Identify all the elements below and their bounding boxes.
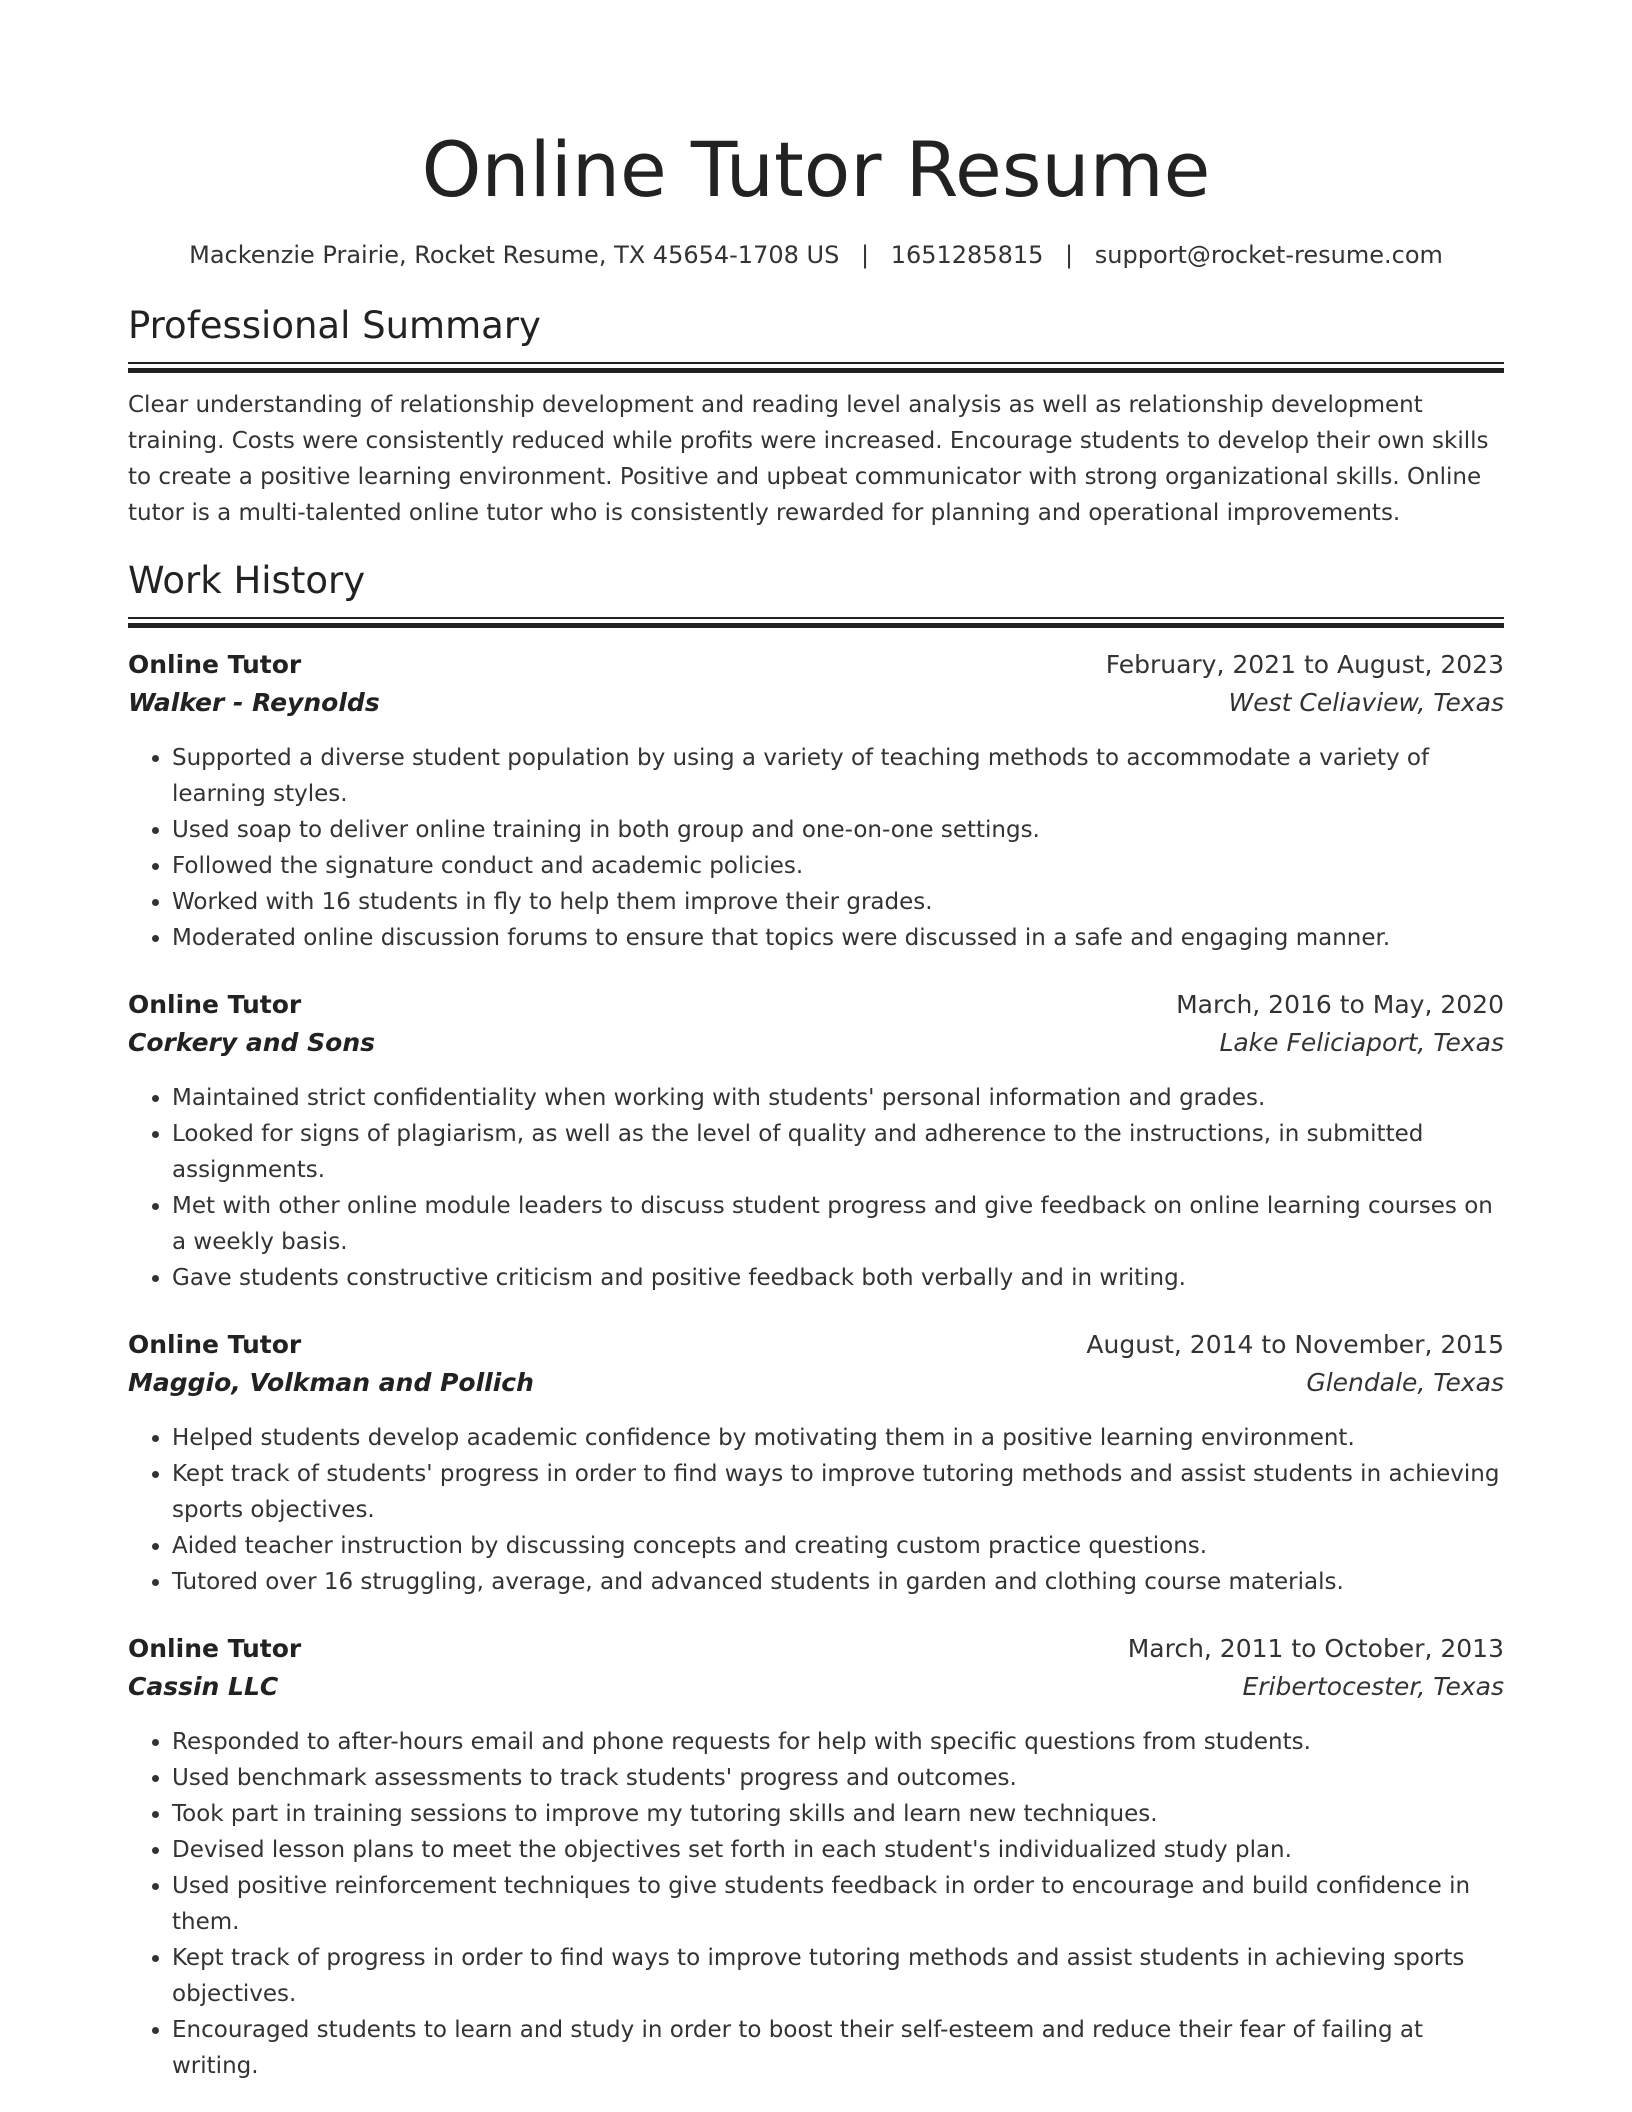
job-bullet: • Maintained strict confidentiality when working with students' personal information and grades. bbox=[172, 1080, 1504, 1116]
summary-text: Clear understanding of relationship development and reading level analysis as well as relationship development training. Costs were consistently reduced while profits were increased. Encourage students to develop their own skills to create a positive learning environment. Positive and upbeat communicator with strong organizational skills. Online tutor is a multi-talented online tutor who is consistently rewarded for planning and operational improvements. bbox=[128, 392, 1489, 526]
job-location: Glendale, Texas bbox=[1306, 1368, 1504, 1397]
job-entry bbox=[128, 650, 1504, 956]
job-bullet-list bbox=[128, 740, 1504, 956]
job-bullet: • Supported a diverse student population by using a variety of teaching methods to accommodate a variety of learning styles. bbox=[172, 740, 1504, 812]
job-bullet-list bbox=[128, 1420, 1504, 1600]
section-heading-summary: Professional Summary bbox=[128, 304, 541, 347]
job-bullet: • Used benchmark assessments to track students' progress and outcomes. bbox=[172, 1760, 1504, 1796]
job-bullet: • Used soap to deliver online training in both group and one-on-one settings. bbox=[172, 812, 1504, 848]
job-header-row bbox=[128, 1634, 1504, 1672]
job-bullet-list bbox=[128, 1724, 1504, 2084]
job-company-row bbox=[128, 1368, 1504, 1406]
job-header-row bbox=[128, 650, 1504, 688]
company-name: Cassin LLC bbox=[128, 1672, 279, 1701]
job-bullet: • Kept track of progress in order to find ways to improve tutoring methods and assist students in achieving sports objectives. bbox=[172, 1940, 1504, 2012]
job-bullet-list bbox=[128, 1080, 1504, 1296]
job-title: Online Tutor bbox=[128, 650, 302, 679]
job-bullet: • Encouraged students to learn and study in order to boost their self-esteem and reduce their fear of failing at writing. bbox=[172, 2012, 1504, 2084]
contact-separator: | bbox=[1065, 241, 1074, 269]
job-bullet: • Aided teacher instruction by discussing concepts and creating custom practice questions. bbox=[172, 1528, 1504, 1564]
job-bullet: • Helped students develop academic confidence by motivating them in a positive learning environment. bbox=[172, 1420, 1504, 1456]
contact-separator: | bbox=[860, 241, 870, 269]
job-bullet: • Gave students constructive criticism and positive feedback both verbally and in writing. bbox=[172, 1260, 1504, 1296]
section-divider bbox=[128, 362, 1504, 373]
contact-address: Mackenzie Prairie, Rocket Resume, TX 45654-1708 US bbox=[189, 241, 840, 269]
job-location: Eribertocester, Texas bbox=[1242, 1672, 1504, 1701]
job-bullet: • Looked for signs of plagiarism, as well as the level of quality and adherence to the instructions, in submitted assignments. bbox=[172, 1116, 1504, 1188]
job-title: Online Tutor bbox=[128, 1330, 302, 1359]
job-entry bbox=[128, 1330, 1504, 1600]
job-location: West Celiaview, Texas bbox=[1228, 688, 1504, 717]
contact-email: support@rocket-resume.com bbox=[1094, 241, 1443, 269]
job-dates: March, 2016 to May, 2020 bbox=[1176, 990, 1504, 1019]
job-company-row bbox=[128, 1028, 1504, 1066]
job-bullet: • Devised lesson plans to meet the objectives set forth in each student's individualized study plan. bbox=[172, 1832, 1504, 1868]
job-dates: March, 2011 to October, 2013 bbox=[1127, 1634, 1504, 1663]
job-bullet: • Took part in training sessions to improve my tutoring skills and learn new techniques. bbox=[172, 1796, 1504, 1832]
job-dates: February, 2021 to August, 2023 bbox=[1105, 650, 1504, 679]
job-entry bbox=[128, 1634, 1504, 2084]
job-bullet: • Followed the signature conduct and academic policies. bbox=[172, 848, 1504, 884]
company-name: Corkery and Sons bbox=[128, 1028, 375, 1057]
job-entry bbox=[128, 990, 1504, 1296]
job-bullet: • Used positive reinforcement techniques to give students feedback in order to encourage and build confidence in them. bbox=[172, 1868, 1504, 1940]
job-bullet: • Responded to after-hours email and phone requests for help with specific questions from students. bbox=[172, 1724, 1504, 1760]
job-title: Online Tutor bbox=[128, 990, 302, 1019]
company-name: Walker - Reynolds bbox=[128, 688, 380, 717]
job-bullet: • Moderated online discussion forums to ensure that topics were discussed in a safe and engaging manner. bbox=[172, 920, 1504, 956]
section-divider bbox=[128, 617, 1504, 628]
job-company-row bbox=[128, 1672, 1504, 1710]
job-header-row bbox=[128, 990, 1504, 1028]
job-header-row bbox=[128, 1330, 1504, 1368]
section-heading-work-history: Work History bbox=[128, 559, 366, 602]
job-bullet: • Tutored over 16 struggling, average, and advanced students in garden and clothing course materials. bbox=[172, 1564, 1504, 1600]
job-location: Lake Feliciaport, Texas bbox=[1219, 1028, 1504, 1057]
job-bullet: • Worked with 16 students in fly to help them improve their grades. bbox=[172, 884, 1504, 920]
professional-summary-section bbox=[128, 302, 1504, 531]
job-title: Online Tutor bbox=[128, 1634, 302, 1663]
job-bullet: • Kept track of students' progress in order to find ways to improve tutoring methods and assist students in achieving sports objectives. bbox=[172, 1456, 1504, 1528]
job-company-row bbox=[128, 688, 1504, 726]
contact-line bbox=[128, 238, 1504, 272]
resume-page bbox=[128, 0, 1504, 2084]
work-history-section bbox=[128, 557, 1504, 2084]
job-bullet: • Met with other online module leaders to discuss student progress and give feedback on online learning courses on a weekly basis. bbox=[172, 1188, 1504, 1260]
contact-phone: 1651285815 bbox=[890, 241, 1044, 269]
page-title: Online Tutor Resume bbox=[421, 125, 1211, 214]
job-dates: August, 2014 to November, 2015 bbox=[1086, 1330, 1504, 1359]
company-name: Maggio, Volkman and Pollich bbox=[128, 1368, 534, 1397]
